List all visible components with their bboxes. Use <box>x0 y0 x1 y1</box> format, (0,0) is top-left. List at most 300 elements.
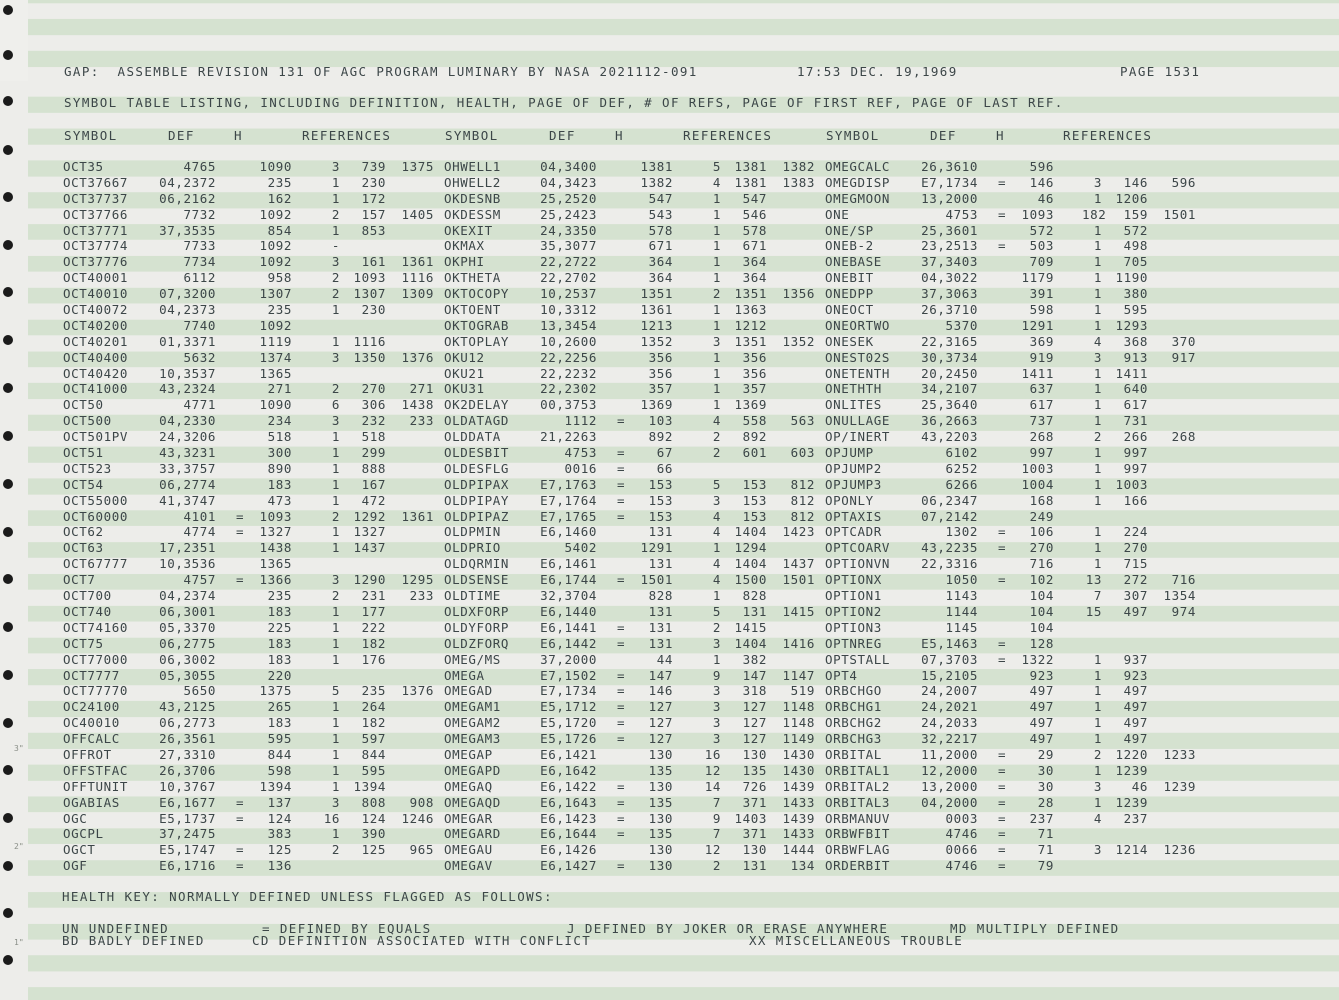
cell-first-ref: 1437 <box>353 540 386 556</box>
cell-symbol: OKMAX <box>444 238 485 254</box>
cell-last-ref: 1149 <box>782 731 815 747</box>
cell-def-page: 135 <box>648 794 673 810</box>
health-key-md: MD MULTIPLY DEFINED <box>950 921 1120 936</box>
cell-last-ref: 1309 <box>401 286 434 302</box>
cell-def: 7733 <box>183 238 216 254</box>
cell-def-page: 997 <box>1029 445 1054 461</box>
cell-def: 43,2235 <box>921 540 978 556</box>
cell-def: E7,1502 <box>540 667 597 683</box>
cell-symbol: OKDESSM <box>444 206 501 222</box>
cell-def-page: 270 <box>1029 540 1054 556</box>
table-row <box>0 556 1339 572</box>
cell-first-ref: 1116 <box>353 333 386 349</box>
cell-def-page: 130 <box>648 842 673 858</box>
cell-first-ref: 364 <box>742 254 767 270</box>
cell-def: 26,3610 <box>921 159 978 174</box>
cell-ref-count: 16 <box>323 810 340 826</box>
cell-ref-count: 1 <box>331 222 340 238</box>
cell-def-page: 271 <box>267 381 292 397</box>
cell-first-ref: 597 <box>361 731 386 747</box>
cell-def-page: 1366 <box>259 572 292 588</box>
cell-def-page: 1374 <box>259 349 292 365</box>
cell-def-page: 268 <box>1029 429 1054 445</box>
table-row <box>0 493 1339 509</box>
cell-first-ref: 130 <box>742 842 767 858</box>
cell-def-page: 130 <box>648 778 673 794</box>
cell-last-ref: 1354 <box>1163 588 1196 604</box>
health-key-bd: BD BADLY DEFINED <box>62 933 205 948</box>
cell-def: 24,2021 <box>921 699 978 715</box>
cell-def-page: 127 <box>648 731 673 747</box>
cell-ref-count: 13 <box>1085 572 1102 588</box>
cell-health: = <box>998 635 1007 651</box>
cell-first-ref: 382 <box>742 651 767 667</box>
cell-symbol: OMEGAPD <box>444 762 501 778</box>
cell-symbol: ORBITAL1 <box>825 762 891 778</box>
cell-def: E6,1642 <box>540 762 597 778</box>
cell-ref-count: 1 <box>331 302 340 318</box>
cell-def-page: 844 <box>267 746 292 762</box>
cell-health: = <box>617 572 626 588</box>
cell-def: 10,3312 <box>540 302 597 318</box>
cell-first-ref: 177 <box>361 603 386 619</box>
cell-def: 7732 <box>183 206 216 222</box>
cell-health: = <box>617 826 626 842</box>
cell-def-page: 1351 <box>640 286 673 302</box>
cell-first-ref: 1093 <box>353 270 386 286</box>
cell-symbol: OCT37774 <box>63 238 129 254</box>
cell-last-ref: 965 <box>409 842 434 858</box>
cell-ref-count: 14 <box>704 778 721 794</box>
cell-def: 06,2774 <box>159 476 216 492</box>
cell-def: 00,3753 <box>540 397 597 413</box>
cell-ref-count: 1 <box>1093 556 1102 572</box>
cell-def-page: 1381 <box>640 159 673 174</box>
cell-def-page: 28 <box>1037 794 1054 810</box>
table-row <box>0 159 1339 175</box>
cell-ref-count: 2 <box>712 445 721 461</box>
cell-ref-count: 3 <box>712 492 721 508</box>
cell-def: 26,3561 <box>159 731 216 747</box>
cell-symbol: ONEOCT <box>825 302 874 318</box>
cell-ref-count: 5 <box>712 159 721 174</box>
cell-def: E6,1460 <box>540 524 597 540</box>
cell-def-page: 127 <box>648 715 673 731</box>
cell-def: 22,2256 <box>540 349 597 365</box>
cell-ref-count: 2 <box>712 286 721 302</box>
cell-def-page: 153 <box>648 492 673 508</box>
cell-symbol: OMEGAD <box>444 683 493 699</box>
cell-def-page: 183 <box>267 476 292 492</box>
cell-ref-count: 1 <box>712 651 721 667</box>
cell-symbol: OK2DELAY <box>444 397 510 413</box>
cell-first-ref: 1206 <box>1115 190 1148 206</box>
cell-def: 6266 <box>945 476 978 492</box>
cell-first-ref: 1212 <box>734 317 767 333</box>
cell-symbol: ORBWFBIT <box>825 826 891 842</box>
cell-ref-count: 1 <box>1093 254 1102 270</box>
col-def: DEF <box>549 128 576 143</box>
cell-ref-count: 4 <box>1093 810 1102 826</box>
cell-ref-count: 2 <box>712 619 721 635</box>
cell-def-page: 578 <box>648 222 673 238</box>
cell-last-ref: 1376 <box>401 349 434 365</box>
cell-def: E7,1764 <box>540 492 597 508</box>
binder-hole <box>3 50 13 60</box>
cell-symbol: OLDPIPAX <box>444 476 510 492</box>
cell-ref-count: 4 <box>712 508 721 524</box>
cell-ref-count: 1 <box>1093 317 1102 333</box>
table-row <box>0 302 1339 318</box>
cell-symbol: OMEGAP <box>444 746 493 762</box>
cell-symbol: OKPHI <box>444 254 485 270</box>
cell-ref-count: 1 <box>1093 222 1102 238</box>
table-row <box>0 604 1339 620</box>
cell-def-page: 596 <box>1029 159 1054 174</box>
cell-ref-count: 3 <box>1093 778 1102 794</box>
cell-first-ref: 147 <box>742 667 767 683</box>
cell-first-ref: 828 <box>742 588 767 604</box>
cell-first-ref: 1500 <box>734 572 767 588</box>
cell-def: 6102 <box>945 445 978 461</box>
cell-def: 10,2600 <box>540 333 597 349</box>
cell-def: E6,1461 <box>540 556 597 572</box>
cell-def-page: 598 <box>1029 302 1054 318</box>
cell-first-ref: 1290 <box>353 572 386 588</box>
cell-def-page: 364 <box>648 254 673 270</box>
cell-def: 13,2000 <box>921 190 978 206</box>
cell-def-page: 1090 <box>259 159 292 174</box>
cell-def-page: 1093 <box>259 508 292 524</box>
cell-first-ref: 1350 <box>353 349 386 365</box>
cell-health: = <box>617 699 626 715</box>
cell-first-ref: 166 <box>1123 492 1148 508</box>
cell-def: 4746 <box>945 858 978 874</box>
cell-health: = <box>617 794 626 810</box>
cell-symbol: OGC <box>63 810 88 826</box>
cell-last-ref: 908 <box>409 794 434 810</box>
cell-first-ref: 1327 <box>353 524 386 540</box>
cell-ref-count: 2 <box>1093 746 1102 762</box>
cell-health: = <box>998 174 1007 190</box>
cell-def-page: 79 <box>1037 858 1054 874</box>
cell-first-ref: 497 <box>1123 603 1148 619</box>
cell-symbol: OLDPMIN <box>444 524 501 540</box>
cell-def-page: 1438 <box>259 540 292 556</box>
cell-def-page: 1411 <box>1021 365 1054 381</box>
table-row <box>0 509 1339 525</box>
health-key-cd: CD DEFINITION ASSOCIATED WITH CONFLICT <box>252 933 592 948</box>
cell-first-ref: 299 <box>361 445 386 461</box>
cell-def: 6252 <box>945 460 978 476</box>
cell-ref-count: 1 <box>712 381 721 397</box>
cell-last-ref: 1295 <box>401 572 434 588</box>
cell-symbol: OFFTUNIT <box>63 778 129 794</box>
col-health: H <box>234 128 243 143</box>
cell-def-page: 1361 <box>640 302 673 318</box>
cell-def: 33,3757 <box>159 460 216 476</box>
cell-last-ref: 268 <box>1171 429 1196 445</box>
table-row <box>0 715 1339 731</box>
cell-first-ref: 1404 <box>734 524 767 540</box>
table-row <box>0 524 1339 540</box>
cell-first-ref: 595 <box>1123 302 1148 318</box>
margin-mark: 2" <box>14 842 24 851</box>
cell-def: E7,1734 <box>921 174 978 190</box>
cell-def-page: 1092 <box>259 254 292 270</box>
cell-first-ref: 130 <box>742 746 767 762</box>
cell-symbol: OMEGAM2 <box>444 715 501 731</box>
cell-first-ref: 127 <box>742 699 767 715</box>
cell-health: = <box>236 858 245 874</box>
cell-last-ref: 917 <box>1171 349 1196 365</box>
col-references: REFERENCES <box>302 128 392 143</box>
cell-def-page: 127 <box>648 699 673 715</box>
cell-last-ref: 1415 <box>782 603 815 619</box>
cell-def: E7,1765 <box>540 508 597 524</box>
cell-ref-count: 1 <box>331 603 340 619</box>
cell-ref-count: 1 <box>1093 476 1102 492</box>
cell-symbol: OCT40001 <box>63 270 129 286</box>
cell-health: = <box>617 460 626 476</box>
cell-def-page: 66 <box>656 460 673 476</box>
cell-def-page: 503 <box>1029 238 1054 254</box>
cell-symbol: OCT35 <box>63 159 104 174</box>
cell-def-page: 1092 <box>259 317 292 333</box>
cell-ref-count: 2 <box>331 286 340 302</box>
cell-symbol: OLDZFORQ <box>444 635 510 651</box>
table-row <box>0 652 1339 668</box>
cell-symbol: OCT523 <box>63 460 112 476</box>
cell-symbol: OCT500 <box>63 413 112 429</box>
col-symbol: SYMBOL <box>445 128 499 143</box>
cell-health: = <box>617 858 626 874</box>
cell-def-page: 220 <box>267 667 292 683</box>
cell-health: = <box>998 524 1007 540</box>
cell-first-ref: 1403 <box>734 810 767 826</box>
cell-first-ref: 1369 <box>734 397 767 413</box>
cell-ref-count: 1 <box>1093 270 1102 286</box>
cell-first-ref: 167 <box>361 476 386 492</box>
cell-first-ref: 497 <box>1123 715 1148 731</box>
cell-ref-count: 4 <box>712 556 721 572</box>
cell-def: 22,3165 <box>921 333 978 349</box>
cell-def: 22,2302 <box>540 381 597 397</box>
cell-symbol: OMEGA <box>444 667 485 683</box>
cell-ref-count: 1 <box>1093 413 1102 429</box>
cell-last-ref: 1361 <box>401 508 434 524</box>
cell-symbol: OHWELL2 <box>444 174 501 190</box>
cell-def-page: 235 <box>267 302 292 318</box>
cell-health: = <box>998 826 1007 842</box>
cell-first-ref: 230 <box>361 174 386 190</box>
cell-first-ref: 127 <box>742 715 767 731</box>
cell-health: = <box>617 715 626 731</box>
cell-def: 37,2475 <box>159 826 216 842</box>
cell-def-page: 146 <box>648 683 673 699</box>
cell-symbol: OP/INERT <box>825 429 891 445</box>
cell-ref-count: 1 <box>1093 445 1102 461</box>
cell-def-page: 146 <box>1029 174 1054 190</box>
cell-ref-count: 1 <box>331 715 340 731</box>
cell-def: 36,2663 <box>921 413 978 429</box>
cell-last-ref: 1423 <box>782 524 815 540</box>
cell-symbol: OFFSTFAC <box>63 762 129 778</box>
cell-ref-count: 1 <box>1093 651 1102 667</box>
cell-def: 4101 <box>183 508 216 524</box>
cell-def-page: 1375 <box>259 683 292 699</box>
cell-def-page: 131 <box>648 603 673 619</box>
cell-def: E5,1463 <box>921 635 978 651</box>
cell-def: 04,3022 <box>921 270 978 286</box>
cell-def: E6,1644 <box>540 826 597 842</box>
cell-symbol: ONEST02S <box>825 349 891 365</box>
cell-def-page: 1004 <box>1021 476 1054 492</box>
cell-health: = <box>998 206 1007 222</box>
cell-def: 10,3537 <box>159 365 216 381</box>
cell-health: = <box>617 731 626 747</box>
cell-first-ref: 1214 <box>1115 842 1148 858</box>
cell-last-ref: 1356 <box>782 286 815 302</box>
cell-first-ref: 371 <box>742 794 767 810</box>
cell-symbol: OKEXIT <box>444 222 493 238</box>
cell-ref-count: 2 <box>712 429 721 445</box>
cell-last-ref: 1437 <box>782 556 815 572</box>
cell-first-ref: 176 <box>361 651 386 667</box>
cell-ref-count: 5 <box>331 683 340 699</box>
table-row <box>0 334 1339 350</box>
cell-symbol: ONEBASE <box>825 254 882 270</box>
cell-health: = <box>998 238 1007 254</box>
cell-symbol: OLDTIME <box>444 588 501 604</box>
cell-def: 26,3710 <box>921 302 978 318</box>
cell-def-page: 162 <box>267 190 292 206</box>
cell-ref-count: 1 <box>1093 397 1102 413</box>
cell-def: 26,3706 <box>159 762 216 778</box>
cell-ref-count: 1 <box>712 238 721 254</box>
cell-def: 06,2347 <box>921 492 978 508</box>
cell-symbol: OMEGARD <box>444 826 501 842</box>
cell-first-ref: 705 <box>1123 254 1148 270</box>
cell-def-page: 237 <box>1029 810 1054 826</box>
cell-def: 1144 <box>945 603 978 619</box>
cell-first-ref: 1190 <box>1115 270 1148 286</box>
table-row <box>0 238 1339 254</box>
cell-def-page: 1090 <box>259 397 292 413</box>
cell-ref-count: 1 <box>331 762 340 778</box>
cell-def: 04,2372 <box>159 174 216 190</box>
cell-health: = <box>617 778 626 794</box>
cell-ref-count: 1 <box>331 731 340 747</box>
cell-def-page: 135 <box>648 762 673 778</box>
cell-last-ref: 603 <box>790 445 815 461</box>
cell-first-ref: 715 <box>1123 556 1148 572</box>
cell-first-ref: 368 <box>1123 333 1148 349</box>
cell-first-ref: 913 <box>1123 349 1148 365</box>
cell-health: = <box>236 794 245 810</box>
cell-def: 1143 <box>945 588 978 604</box>
cell-symbol: OLDPRIO <box>444 540 501 556</box>
cell-symbol: ONEORTWO <box>825 317 891 333</box>
cell-first-ref: 318 <box>742 683 767 699</box>
cell-health: = <box>998 762 1007 778</box>
listing-subtitle: SYMBOL TABLE LISTING, INCLUDING DEFINITION, HEALTH, PAGE OF DEF, # OF REFS, PAGE OF FIRST REF, PAGE OF LAST REF. <box>64 95 1064 110</box>
cell-ref-count: 3 <box>712 731 721 747</box>
cell-def-page: 1365 <box>259 556 292 572</box>
cell-symbol: OMEGAM3 <box>444 731 501 747</box>
cell-first-ref: 172 <box>361 190 386 206</box>
margin-mark: 3" <box>14 744 24 753</box>
cell-symbol: OPJUMP2 <box>825 460 882 476</box>
cell-symbol: ONEB-2 <box>825 238 874 254</box>
cell-def-page: 473 <box>267 492 292 508</box>
cell-ref-count: 15 <box>1085 603 1102 619</box>
cell-def-page: 131 <box>648 619 673 635</box>
table-row <box>0 413 1339 429</box>
cell-def: 37,3403 <box>921 254 978 270</box>
cell-symbol: OPTCADR <box>825 524 882 540</box>
cell-last-ref: 1430 <box>782 762 815 778</box>
cell-last-ref: 233 <box>409 588 434 604</box>
symbol-table <box>0 159 1339 874</box>
cell-symbol: OLDESBIT <box>444 445 510 461</box>
cell-def-page: 102 <box>1029 572 1054 588</box>
cell-ref-count: - <box>331 238 340 254</box>
cell-symbol: OGF <box>63 858 88 874</box>
cell-def: 0003 <box>945 810 978 826</box>
cell-symbol: OMEG/MS <box>444 651 501 667</box>
cell-def-page: 131 <box>648 524 673 540</box>
cell-def-page: 356 <box>648 349 673 365</box>
cell-def-page: 383 <box>267 826 292 842</box>
cell-ref-count: 1 <box>712 588 721 604</box>
cell-first-ref: 1381 <box>734 159 767 174</box>
cell-ref-count: 2 <box>712 858 721 874</box>
cell-def: E7,1763 <box>540 476 597 492</box>
cell-symbol: ORBWFLAG <box>825 842 891 858</box>
table-row <box>0 811 1339 827</box>
cell-def: 4757 <box>183 572 216 588</box>
cell-ref-count: 3 <box>331 413 340 429</box>
cell-last-ref: 1116 <box>401 270 434 286</box>
cell-last-ref: 1375 <box>401 159 434 174</box>
table-row <box>0 699 1339 715</box>
cell-def: E6,1440 <box>540 603 597 619</box>
table-row <box>0 270 1339 286</box>
cell-first-ref: 266 <box>1123 429 1148 445</box>
cell-last-ref: 1433 <box>782 794 815 810</box>
cell-def: 25,2520 <box>540 190 597 206</box>
cell-symbol: ONLITES <box>825 397 882 413</box>
cell-def: 06,3001 <box>159 603 216 619</box>
cell-last-ref: 1438 <box>401 397 434 413</box>
cell-first-ref: 640 <box>1123 381 1148 397</box>
cell-def-page: 30 <box>1037 778 1054 794</box>
cell-symbol: OCT501PV <box>63 429 129 445</box>
cell-def: 4771 <box>183 397 216 413</box>
cell-symbol: OPONLY <box>825 492 874 508</box>
cell-last-ref: 1430 <box>782 746 815 762</box>
cell-def: 5650 <box>183 683 216 699</box>
cell-def: 6112 <box>183 270 216 286</box>
cell-def-page: 235 <box>267 588 292 604</box>
cell-def: 24,3206 <box>159 429 216 445</box>
cell-def-page: 1093 <box>1021 206 1054 222</box>
cell-ref-count: 3 <box>1093 842 1102 858</box>
cell-first-ref: 1351 <box>734 286 767 302</box>
cell-last-ref: 134 <box>790 858 815 874</box>
cell-ref-count: 1 <box>1093 365 1102 381</box>
